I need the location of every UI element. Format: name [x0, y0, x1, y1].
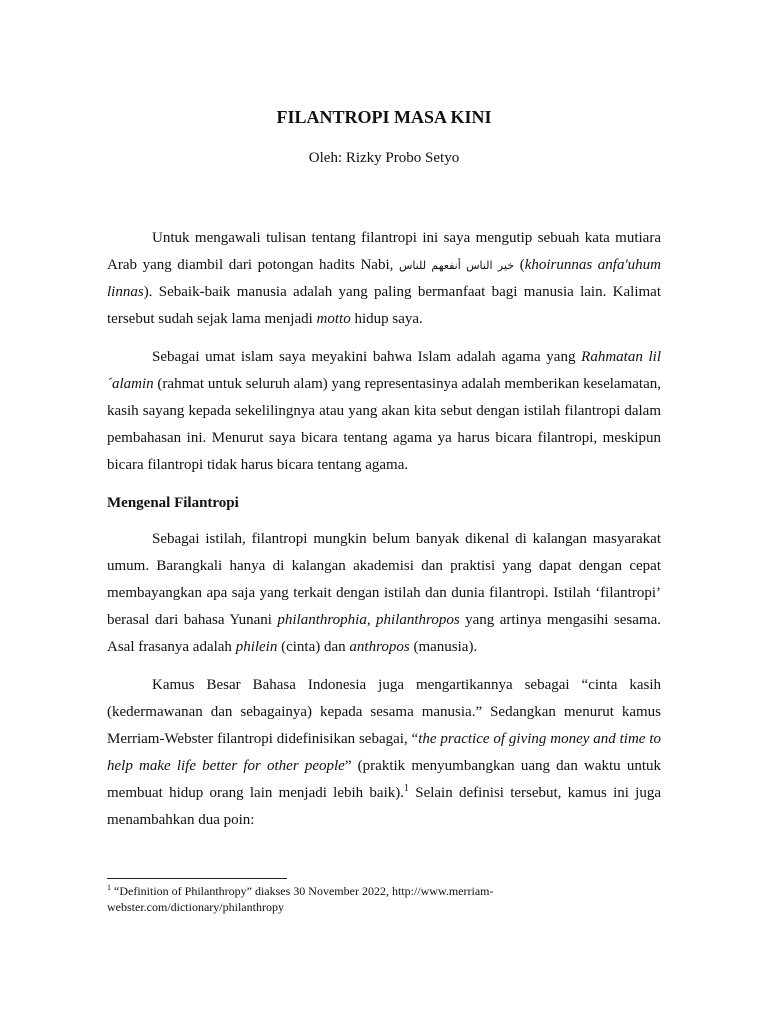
section-heading: Mengenal Filantropi — [107, 495, 239, 511]
italic-run: philanthrophia, philanthropos — [277, 612, 460, 628]
paragraph-3 — [107, 526, 661, 661]
italic-run: khoirunnas anfa'uhum linnas — [107, 257, 662, 300]
text-run: (cinta) dan — [277, 639, 350, 655]
text-run: (rahmat untuk seluruh alam) yang representasinya adalah memberikan keselamatan, kasih sayang kepada sekelilingnya atau yang akan kita sebut dengan istilah filantropi dalam pembahasan ini. Menurut saya bicara tentang agama ya harus bicara filantropi, meskipun bicara filantropi tidak harus bicara tentang agama. — [107, 376, 661, 473]
text-run: Sebagai umat islam saya meyakini bahwa Islam adalah agama yang — [152, 349, 582, 365]
italic-run: anthropos — [349, 639, 410, 655]
paragraph-4 — [107, 672, 661, 834]
footnote-ref[interactable]: 1 — [403, 783, 409, 794]
italic-run: Rahmatan lil ´alamin — [107, 349, 662, 392]
author-line: Oleh: Rizky Probo Setyo — [308, 150, 460, 166]
text-run: (manusia). — [409, 639, 478, 655]
text-run: ). Sebaik-baik manusia adalah yang paling bermanfaat bagi manusia lain. Kalimat tersebut sudah sejak lama menjadi — [107, 284, 661, 327]
text-run: yang artinya mengasihi sesama. Asal frasanya adalah — [107, 612, 661, 655]
footnote-divider — [107, 878, 287, 879]
italic-run: the practice of giving money and time to help make life better for other people — [107, 731, 661, 774]
text-run: Untuk mengawali tulisan tentang filantropi ini saya mengutip sebuah kata mutiara Arab yang diambil dari potongan hadits Nabi, — [107, 230, 661, 273]
text-run: Kamus Besar Bahasa Indonesia juga mengartikannya sebagai “cinta kasih (kedermawanan dan sebagainya) kepada sesama manusia.” Sedangkan menurut kamus Merriam-Webster filantropi didefinisikan sebagai, “ — [107, 677, 661, 747]
italic-run: philein — [235, 639, 278, 655]
text-run: ( — [514, 257, 525, 273]
paragraph-1 — [107, 225, 661, 333]
text-run: Sebagai istilah, filantropi mungkin belum banyak dikenal di kalangan masyarakat umum. Barangkali hanya di kalangan akademisi dan praktisi yang dapat dengan cepat membayangkan apa saja yang terkait dengan istilah dan dunia filantropi. Istilah ‘filantropi’ berasal dari bahasa Yunani — [107, 531, 661, 628]
footnote-text: “Definition of Philanthropy” diakses 30 November 2022, http://www.merriam-webster.com/dictionary/philanthropy — [107, 884, 494, 914]
footnote-number: 1 — [107, 883, 111, 892]
arabic-quote: خير الناس أنفعهم للناس — [398, 259, 515, 272]
text-run: Selain definisi tersebut, kamus ini juga menambahkan dua poin: — [107, 785, 661, 828]
text-run: ” (praktik menyumbangkan uang dan waktu untuk membuat hidup orang lain menjadi lebih baik). — [107, 758, 661, 801]
document-body — [107, 225, 661, 845]
italic-run: motto — [316, 311, 351, 327]
text-run: hidup saya. — [350, 311, 423, 327]
footnote — [107, 883, 661, 915]
document-title: FILANTROPI MASA KINI — [276, 107, 492, 127]
paragraph-2 — [107, 344, 661, 479]
